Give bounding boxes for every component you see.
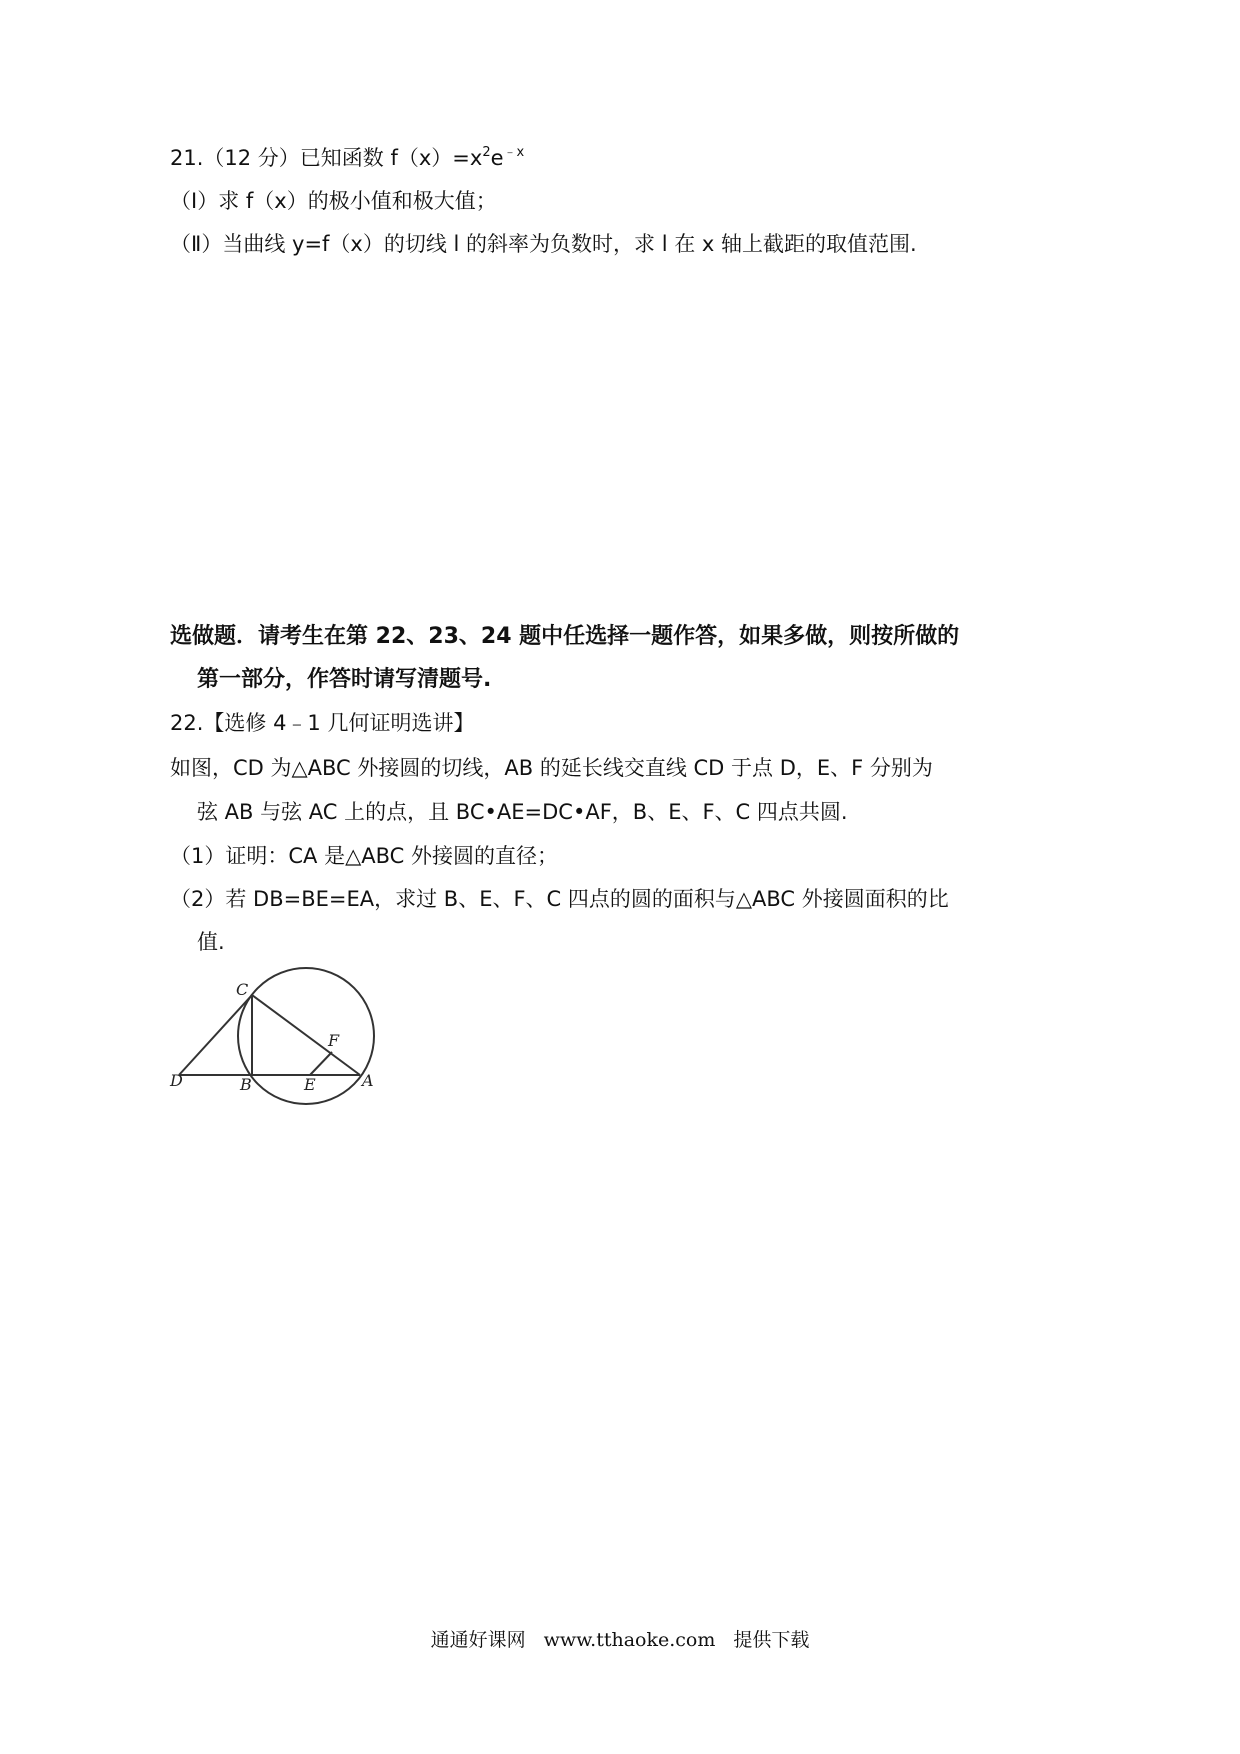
q22-part1: （1）证明：CA 是△ABC 外接圆的直径； [170,844,558,868]
label-A: A [362,1071,374,1090]
q22-stem-line1: 如图，CD 为△ABC 外接圆的切线，AB 的延长线交直线 CD 于点 D，E、F 分别为 [170,756,933,780]
q22-part2-line2: 值. [197,930,225,954]
footer-url: www.tthaoke.com [543,1629,716,1651]
elective-instruction-line1: 选做题．请考生在第 22、23、24 题中任选择一题作答，如果多做，则按所做的 [170,624,960,649]
footer-suffix: 提供下载 [733,1629,810,1651]
tangent-DC [179,995,252,1075]
q21-part1: （Ⅰ）求 f（x）的极小值和极大值； [170,189,497,213]
q22-stem-line2: 弦 AB 与弦 AC 上的点，且 BC•AE=DC•AF，B、E、F、C 四点共圆. [197,800,848,824]
footer-site-name: 通通好课网 [430,1629,526,1651]
q21-heading: 21.（12 分）已知函数 $f(x)=x^2e^{﹣x}$ [170,145,525,170]
label-F: F [328,1031,340,1050]
segment-EF [310,1052,332,1075]
page-footer [0,1625,1240,1652]
label-D: D [170,1071,183,1090]
label-C: C [236,980,249,999]
segment-CA [252,995,360,1075]
label-B: B [240,1075,252,1094]
q22-title: 22.【选修 4﹣1 几何证明选讲】 [170,711,475,735]
q21-part2: （Ⅱ）当曲线 y=f（x）的切线 l 的斜率为负数时，求 l 在 x 轴上截距的取值范围. [170,232,917,256]
elective-instruction-line2: 第一部分，作答时请写清题号. [197,667,492,692]
label-E: E [304,1075,316,1094]
q22-part2-line1: （2）若 DB=BE=EA，求过 B、E、F、C 四点的圆的面积与△ABC 外接圆面积的比 [170,887,949,911]
